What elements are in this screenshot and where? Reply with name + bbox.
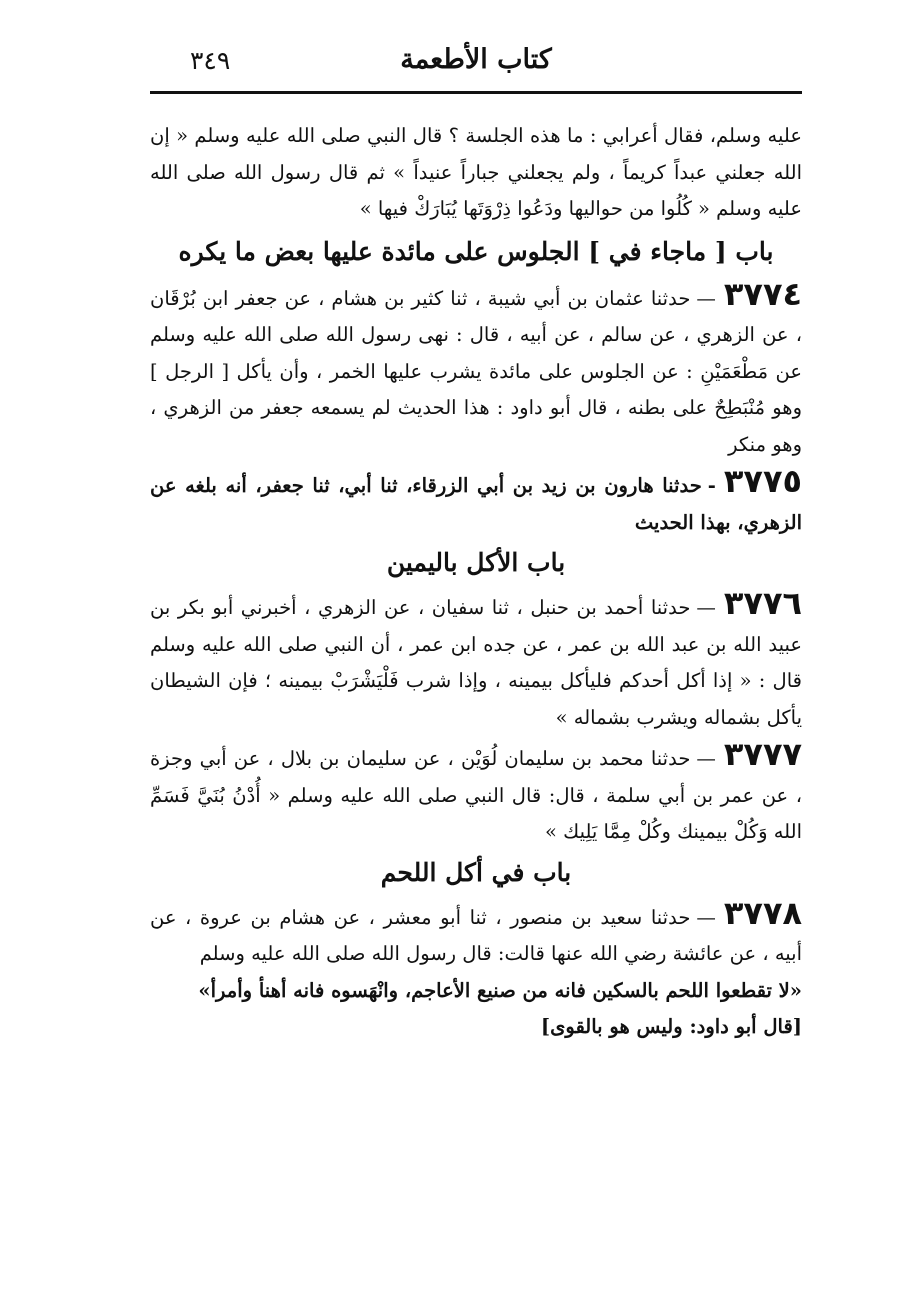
- hadith-text: حدثنا سعيد بن منصور ، ثنا أبو معشر ، عن هشام بن عروة ، عن أبيه ، عن عائشة رضي الله عنها قالت: قال رسول الله صلى الله عليه وسلم: [150, 905, 802, 965]
- hadith-text: حدثنا أحمد بن حنبل ، ثنا سفيان ، عن الزهري ، أخبرني أبو بكر بن عبيد الله بن عبد الله بن عمر ، عن جده ابن عمر ، أن النبي صلى الله عليه وسلم قال : « إذا أكل أحدكم فليأكل بيمينه ، وإذا شرب فَلْيَشْرَبْ بيمينه ؛ فإن الشيطان يأكل بشماله ويشرب بشماله »: [150, 596, 802, 729]
- hadith-number: ٣٧٧٤: [723, 274, 802, 313]
- hadith-text: حدثنا هارون بن زيد بن أبي الزرقاء، ثنا أبي، ثنا جعفر، أنه بلغه عن الزهري، بهذا الحديث: [150, 474, 802, 534]
- editor-note: [قال أبو داود: وليس هو بالقوى]: [540, 1015, 802, 1038]
- book-title: كتاب الأطعمة: [400, 44, 552, 75]
- hadith-3777: [150, 736, 802, 851]
- dash: -: [707, 474, 716, 497]
- page-number: ٣٤٩: [190, 46, 231, 75]
- hadith-number: ٣٧٧٧: [723, 735, 802, 773]
- hadith-number: ٣٧٧٦: [723, 584, 802, 622]
- page-body: [150, 118, 802, 1046]
- hadith-3778-quote: «لا تقطعوا اللحم بالسكين فانه من صنيع الأعاجم، وانْهَسوه فانه أهنأ وأمرأ»: [198, 978, 802, 1002]
- dash: —: [696, 747, 716, 770]
- intro-paragraph: عليه وسلم، فقال أعرابي : ما هذه الجلسة ؟ قال النبي صلى الله عليه وسلم « إن الله جعلني عبداً كريماً ، ولم يجعلني جباراً عنيداً » ثم قال رسول الله صلى الله عليه وسلم « كُلُوا من حواليها ودَعُوا ذِرْوَتَها يُبَارَكْ فيها »: [150, 124, 802, 220]
- chapter-heading-eating-meat: باب في أكل اللحم: [380, 857, 572, 887]
- dash: —: [696, 905, 716, 929]
- hadith-3776: [150, 585, 802, 736]
- hadith-text: حدثنا محمد بن سليمان لُوَيْن ، عن سليمان بن بلال ، عن أبي وجزة ، عن عمر بن أبي سلمة ، قال: قال النبي صلى الله عليه وسلم « أُدْنُ بُنَيَّ فَسَمِّ الله وَكُلْ بيمينك وكُلْ مِمَّا يَلِيك »: [150, 747, 802, 843]
- hadith-number: ٣٧٧٥: [723, 462, 802, 500]
- chapter-heading-eating-right-hand: باب الأكل باليمين: [386, 548, 566, 577]
- hadith-text: حدثنا عثمان بن أبي شيبة ، ثنا كثير بن هشام ، عن جعفر ابن بُرْقَان ، عن الزهري ، عن سالم ، عن أبيه ، قال : نهى رسول الله صلى الله عليه وسلم عن مَطْعَمَيْنِ : عن الجلوس على مائدة يشرب عليها الخمر ، وأن يأكل [ الرجل ] وهو مُنْبَطِحٌ على بطنه ، قال أبو داود : هذا الحديث لم يسمعه جعفر من الزهري ، وهو منكر: [150, 286, 802, 456]
- hadith-3775: [150, 463, 802, 541]
- hadith-3778: [150, 895, 802, 973]
- header-rule: [150, 91, 802, 94]
- hadith-3774: [150, 276, 802, 464]
- hadith-number: ٣٧٧٨: [723, 893, 802, 932]
- running-head: [150, 42, 802, 86]
- dash: —: [696, 596, 716, 619]
- chapter-heading-table-sitting: باب [ ماجاء في ] الجلوس على مائدة عليها بعض ما يكره: [178, 236, 774, 266]
- dash: —: [696, 286, 716, 310]
